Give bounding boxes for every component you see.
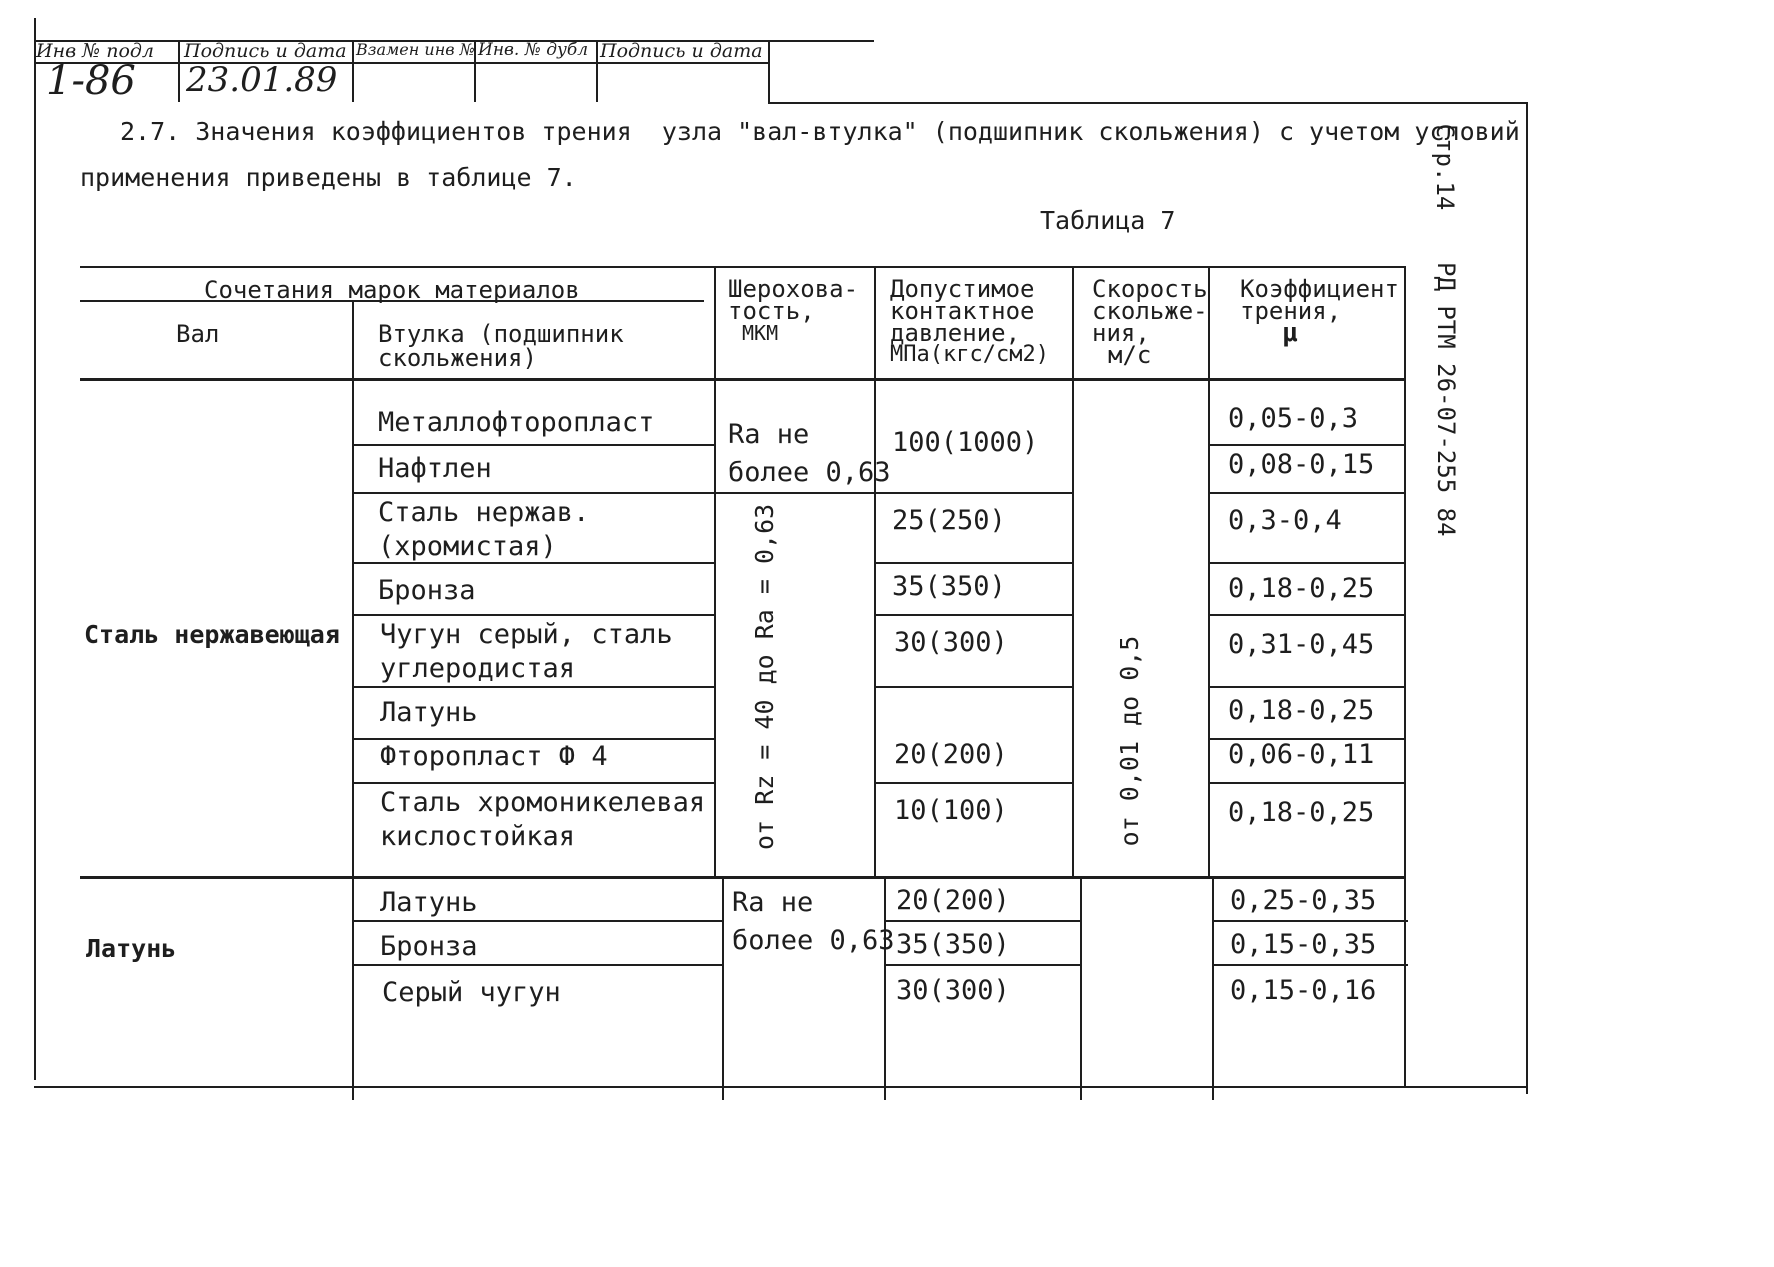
roughness-line: более 0,63 (732, 925, 895, 956)
bushing-line: (хромистая) (378, 531, 557, 562)
row-line (876, 782, 1072, 784)
row-line (884, 920, 1080, 922)
header-speed-line: м/с (1108, 341, 1152, 369)
pressure-cell: 25(250) (892, 505, 1006, 536)
row-line (1210, 562, 1406, 564)
header-material-combinations: Сочетания марок материалов (204, 276, 580, 304)
stamp-inv-number: 1-86 (46, 58, 136, 104)
row-line (876, 614, 1072, 616)
pressure-cell: 30(300) (894, 627, 1008, 658)
frame-right-line (1526, 102, 1528, 1094)
header-bushing-line: скольжения) (378, 344, 537, 372)
pressure-cell: 20(200) (894, 739, 1008, 770)
header-speed-line: ния, (1092, 319, 1150, 347)
roughness-line: более 0,63 (728, 457, 891, 488)
bushing-cell (378, 496, 589, 564)
bushing-line: Чугун серый, сталь (380, 619, 673, 650)
header-friction-line: Коэффициент (1240, 275, 1399, 303)
frame-bottom-line (34, 1086, 1528, 1088)
bushing-line: Сталь хромоникелевая (380, 787, 706, 818)
frame-top-right-line (768, 102, 1528, 104)
paragraph-line-1: 2.7. Значения коэффициентов трения узла "вал-втулка" (подшипник скольжения) с учетом условий (120, 117, 1520, 146)
roughness-ra-top (728, 416, 891, 492)
row-line (1210, 686, 1406, 688)
row-line (876, 562, 1072, 564)
row-line (1212, 920, 1408, 922)
header-bushing (378, 322, 624, 370)
header-friction-symbol: μ (1282, 318, 1298, 348)
header-roughness (728, 275, 859, 345)
stamp-label-sign-date: Подпись и дата (184, 40, 347, 62)
friction-cell: 0,3-0,4 (1228, 505, 1342, 536)
header-pressure-line: контактное (890, 297, 1035, 325)
row-line (352, 686, 716, 688)
header-pressure-line: Допустимое (890, 275, 1035, 303)
header-pressure (890, 275, 1049, 367)
friction-cell: 0,06-0,11 (1228, 739, 1375, 770)
stamp-date: 23.01.89 (186, 60, 338, 100)
bushing-line: углеродистая (380, 653, 576, 684)
row-line (352, 492, 1072, 494)
bushing-cell: Серый чугун (382, 977, 561, 1008)
friction-cell: 0,25-0,35 (1230, 885, 1377, 916)
header-pressure-line: давление, (890, 319, 1021, 347)
speed-range: от 0,01 до 0,5 (1115, 635, 1144, 847)
bushing-line: Сталь нержав. (378, 497, 590, 528)
friction-cell: 0,15-0,16 (1230, 975, 1377, 1006)
stamp-divider (178, 40, 180, 102)
bushing-cell: Нафтлен (378, 453, 492, 484)
row-line (884, 964, 1080, 966)
column-line (722, 878, 724, 1100)
header-roughness-line: тость, (728, 297, 815, 325)
stamp-label-underline (34, 62, 768, 64)
column-line (714, 266, 716, 878)
pressure-cell: 35(350) (892, 571, 1006, 602)
bushing-cell (380, 786, 705, 854)
stamp-label-sign-date-2: Подпись и дата (600, 40, 763, 62)
row-line (1210, 614, 1406, 616)
header-friction-line: трения, (1240, 297, 1342, 325)
bushing-cell: Латунь (380, 697, 478, 728)
stamp-label-dup: Инв. № дубл (478, 40, 589, 60)
column-line (1072, 266, 1074, 878)
group-stainless-steel: Сталь нержавеющая (84, 620, 340, 649)
column-line (1080, 878, 1082, 1100)
roughness-ra-bottom (732, 884, 895, 960)
column-line (352, 302, 354, 1100)
bushing-cell (380, 618, 673, 686)
bushing-line: кислостойкая (380, 821, 576, 852)
header-speed-line: Скорость (1092, 275, 1208, 303)
column-line (1212, 878, 1214, 1100)
friction-cell: 0,31-0,45 (1228, 629, 1375, 660)
bushing-cell: Бронза (378, 575, 476, 606)
column-line (1404, 266, 1406, 1086)
document-code: РД РТМ 26-07-255 84 (1432, 262, 1460, 537)
stamp-divider (596, 40, 598, 102)
friction-cell: 0,18-0,25 (1228, 695, 1375, 726)
column-line (1208, 266, 1210, 878)
bushing-cell: Латунь (380, 887, 478, 918)
group-brass: Латунь (86, 934, 177, 963)
header-speed-line: скольже- (1092, 297, 1208, 325)
row-line (352, 782, 716, 784)
page-number: Стр.14 (1431, 123, 1459, 211)
row-line (876, 686, 1072, 688)
friction-cell: 0,18-0,25 (1228, 573, 1375, 604)
stamp-divider (768, 40, 770, 102)
friction-cell: 0,08-0,15 (1228, 449, 1375, 480)
header-bushing-line: Втулка (подшипник (378, 320, 624, 348)
roughness-rz-range: от Rz = 40 до Ra = 0,63 (750, 503, 779, 850)
friction-cell: 0,05-0,3 (1228, 403, 1359, 434)
pressure-cell: 35(350) (896, 929, 1010, 960)
friction-cell: 0,15-0,35 (1230, 929, 1377, 960)
roughness-line: Ra не (728, 419, 810, 450)
friction-cell: 0,18-0,25 (1228, 797, 1375, 828)
header-pressure-line: МПа(кгс/см2) (890, 342, 1049, 367)
header-roughness-line: МКМ (742, 321, 779, 345)
row-line (352, 444, 716, 446)
header-roughness-line: Шерохова- (728, 275, 859, 303)
bushing-cell: Фторопласт Ф 4 (380, 741, 608, 772)
stamp-divider (352, 40, 354, 102)
row-line (352, 614, 716, 616)
paragraph-line-2: применения приведены в таблице 7. (80, 163, 577, 192)
bushing-cell: Бронза (380, 931, 478, 962)
frame-left-line (34, 18, 36, 1080)
stamp-label-replaced: Взамен инв № (356, 40, 475, 59)
pressure-cell: 30(300) (896, 975, 1010, 1006)
row-line (1210, 492, 1406, 494)
bushing-cell: Металлофторопласт (378, 407, 655, 438)
table-caption: Таблица 7 (1040, 206, 1176, 235)
column-line (874, 266, 876, 878)
header-friction (1240, 275, 1399, 348)
header-speed (1092, 275, 1208, 369)
row-line (1210, 782, 1406, 784)
stamp-label-inv: Инв № подл (36, 40, 155, 62)
roughness-line: Ra не (732, 887, 814, 918)
pressure-cell: 10(100) (894, 795, 1008, 826)
header-shaft: Вал (176, 320, 220, 348)
row-line (1212, 964, 1408, 966)
pressure-cell: 20(200) (896, 885, 1010, 916)
pressure-cell: 100(1000) (892, 427, 1039, 458)
